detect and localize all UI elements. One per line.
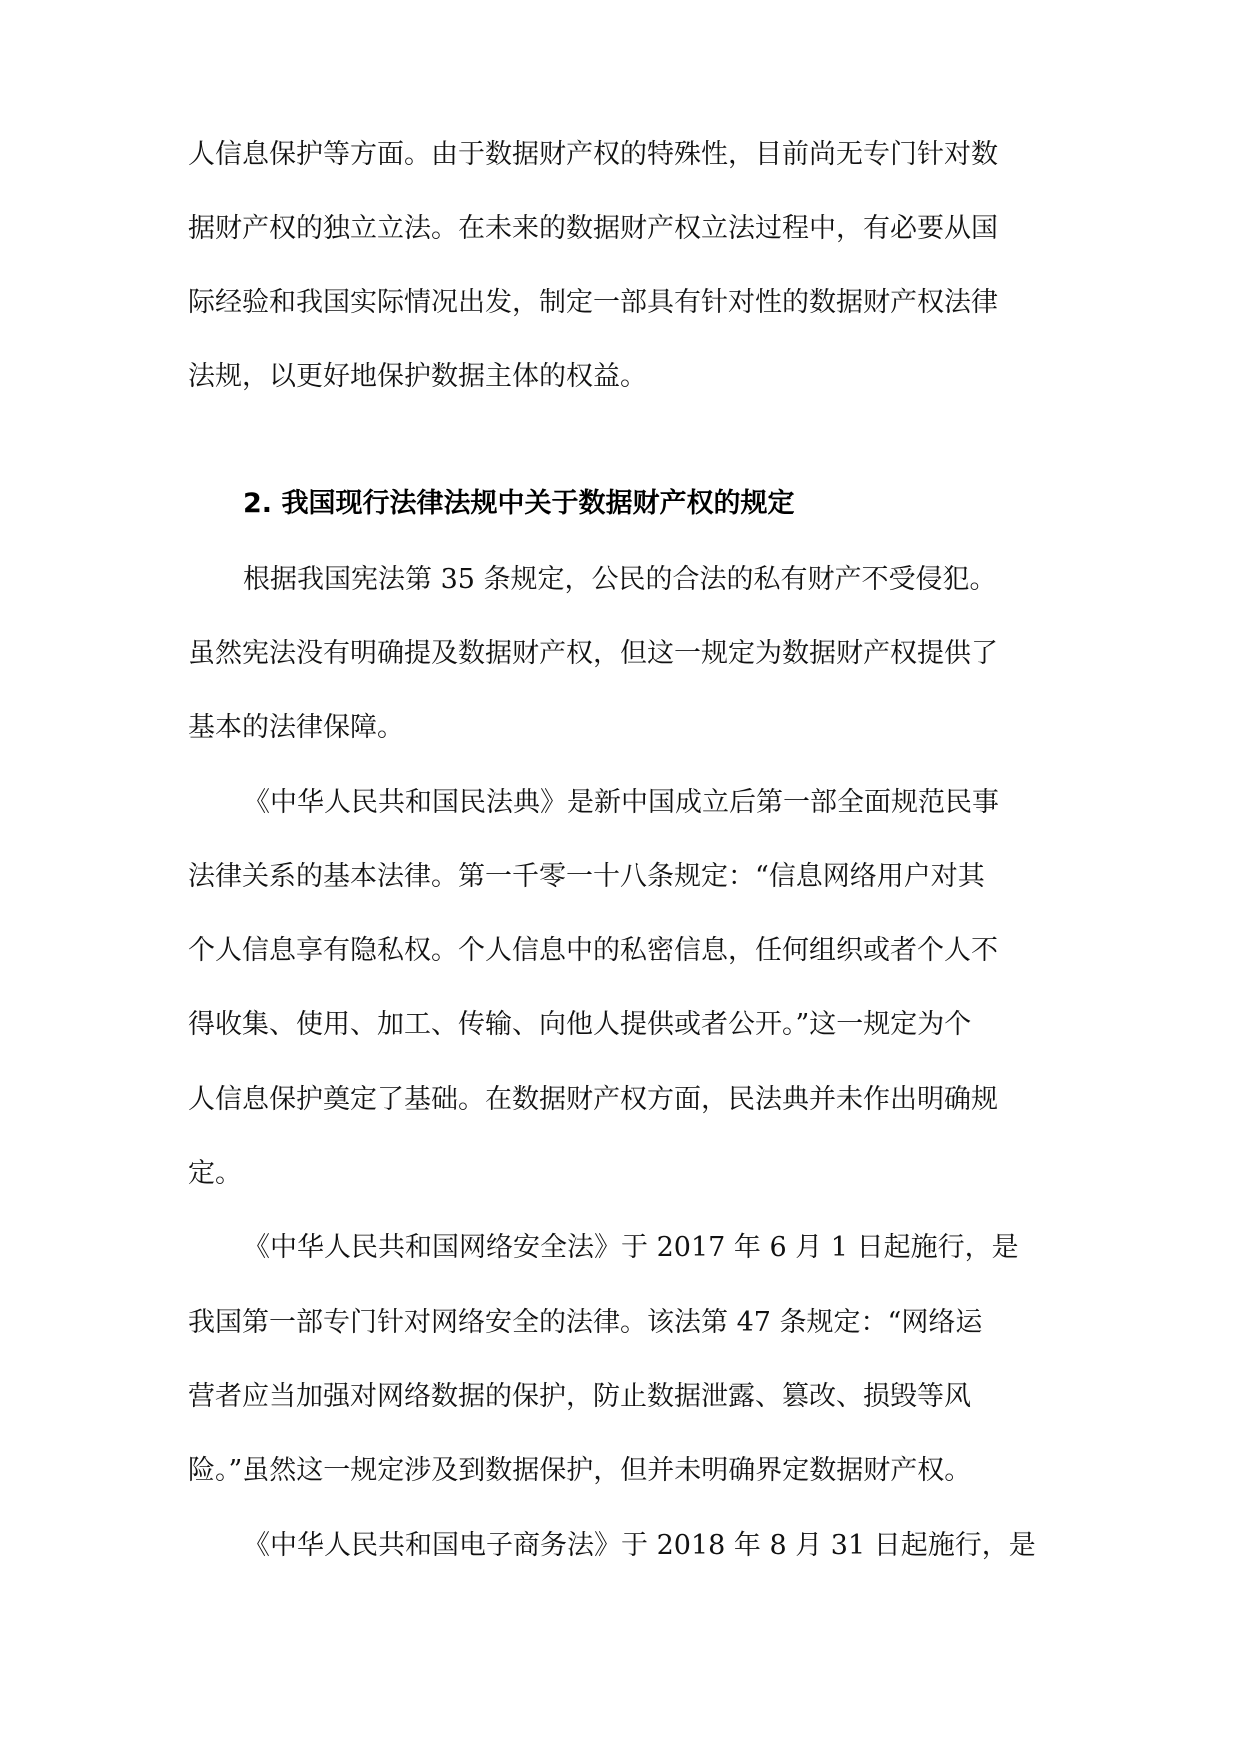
paragraph-line: 法律关系的基本法律。第一千零一十八条规定：“信息网络用户对其 (188, 861, 985, 892)
paragraph-line: 营者应当加强对网络数据的保护，防止数据泄露、篡改、损毁等风 (188, 1381, 971, 1412)
paragraph-line: 我国第一部专门针对网络安全的法律。该法第 47 条规定：“网络运 (188, 1307, 983, 1338)
paragraph-line: 据财产权的独立立法。在未来的数据财产权立法过程中，有必要从国 (188, 213, 998, 244)
paragraph-line: 个人信息享有隐私权。个人信息中的私密信息，任何组织或者个人不 (188, 935, 998, 966)
paragraph-line: 《中华人民共和国民法典》是新中国成立后第一部全面规范民事 (243, 787, 999, 818)
paragraph-line: 基本的法律保障。 (188, 712, 404, 743)
paragraph-line: 《中华人民共和国电子商务法》于 2018 年 8 月 31 日起施行，是 (243, 1530, 1036, 1561)
paragraph-line: 际经验和我国实际情况出发，制定一部具有针对性的数据财产权法律 (188, 287, 998, 318)
paragraph-line: 险。”虽然这一规定涉及到数据保护，但并未明确界定数据财产权。 (188, 1455, 972, 1486)
paragraph-line: 人信息保护等方面。由于数据财产权的特殊性，目前尚无专门针对数 (188, 139, 998, 170)
paragraph-line: 定。 (188, 1158, 242, 1189)
section-heading: 2. 我国现行法律法规中关于数据财产权的规定 (243, 488, 795, 519)
paragraph-line: 人信息保护奠定了基础。在数据财产权方面，民法典并未作出明确规 (188, 1084, 998, 1115)
paragraph-line: 《中华人民共和国网络安全法》于 2017 年 6 月 1 日起施行，是 (243, 1232, 1019, 1263)
paragraph-line: 法规，以更好地保护数据主体的权益。 (188, 361, 647, 392)
paragraph-line: 根据我国宪法第 35 条规定，公民的合法的私有财产不受侵犯。 (243, 564, 997, 595)
paragraph-line: 虽然宪法没有明确提及数据财产权，但这一规定为数据财产权提供了 (188, 638, 998, 669)
paragraph-line: 得收集、使用、加工、传输、向他人提供或者公开。”这一规定为个 (188, 1009, 972, 1040)
